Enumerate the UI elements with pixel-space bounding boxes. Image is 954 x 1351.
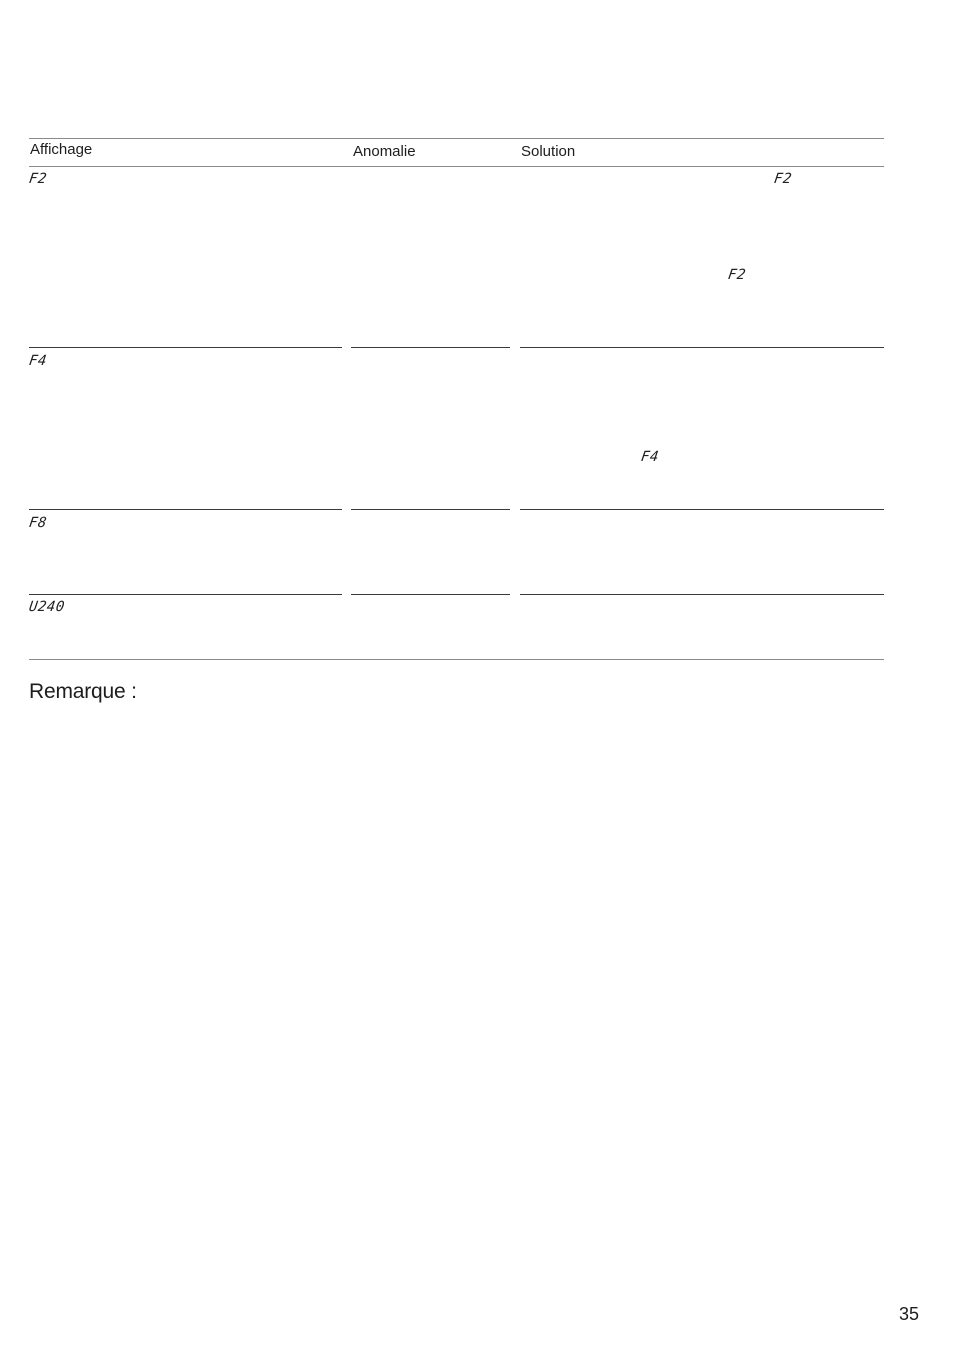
column-header-fault: Anomalie xyxy=(353,143,416,160)
table-header-rule xyxy=(29,166,884,167)
note-heading: Remarque : xyxy=(29,680,137,703)
row-divider xyxy=(351,594,510,595)
row-divider xyxy=(520,594,884,595)
display-code: F8 xyxy=(27,515,48,531)
row-divider xyxy=(29,347,342,348)
display-code: F4 xyxy=(27,353,48,369)
column-header-display: Affichage xyxy=(30,141,93,158)
table-top-rule xyxy=(29,138,884,139)
row-divider xyxy=(520,347,884,348)
column-header-solution: Solution xyxy=(521,143,576,160)
solution-display-code: F2 xyxy=(726,267,747,283)
display-code: F2 xyxy=(27,171,48,187)
solution-display-code: F2 xyxy=(772,171,793,187)
row-divider xyxy=(29,594,342,595)
row-divider xyxy=(29,509,342,510)
row-divider xyxy=(351,347,510,348)
page-number: 35 xyxy=(899,1304,920,1324)
solution-display-code: F4 xyxy=(639,449,660,465)
row-divider xyxy=(351,509,510,510)
display-code: U240 xyxy=(27,599,66,615)
table-bottom-rule xyxy=(29,659,884,660)
row-divider xyxy=(520,509,884,510)
